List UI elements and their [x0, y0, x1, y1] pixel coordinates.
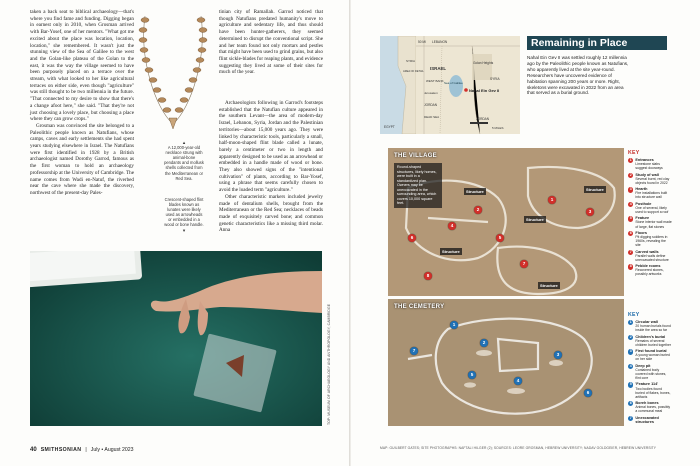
cemetery-marker-6: 6 [584, 389, 592, 397]
key-item: 8 Pebble rooms Recovered stones, possibly artworks [629, 264, 664, 277]
village-marker-7: 7 [520, 260, 528, 268]
village-marker-4: 4 [448, 222, 456, 230]
separator: | [85, 447, 87, 453]
cemetery-marker-1: 1 [450, 321, 458, 329]
village-callout: Round-shaped structures, likely homes, were built in a standardized plan. Owners may be unexcavated in the surrounding area, which covers 10,000 square feet. [394, 163, 442, 208]
cemetery-label: THE CEMETERY [394, 304, 445, 310]
key-item: 1 Entrances Limestone slabs suggest doorways [629, 158, 663, 171]
map-label-jordan: JORDAN [424, 103, 438, 107]
map-label-israel: ISRAEL [430, 66, 447, 71]
necklace-caption: ▲ A 12,000-year-old necklace strung with animal-bone pendants and mollusk shells collected from the Mediterranean or Red Sea. [164, 140, 204, 181]
cemetery-marker-3: 3 [554, 351, 562, 359]
key-item: 7 Carved walls Parallel walls define unexcavated structure [629, 249, 669, 262]
cemetery-marker-4: 4 [514, 377, 522, 385]
map-label-sea: Sea of Galilee [444, 81, 463, 85]
map-label-golan: Golan Heights [473, 61, 494, 65]
key-item: 6 Floors Pit digging soldiers in 1960s, revealing the site [629, 230, 668, 248]
map-label-site: Nahal Ein Gev II [469, 88, 500, 93]
map-label-westbank: WEST BANK [426, 79, 444, 83]
key-item: 7 Unexcavated structures [629, 415, 659, 424]
structure-label: Structure [466, 189, 484, 194]
map-label-dead-sea: DEAD SEA [424, 115, 440, 119]
structure-label: Structure [442, 249, 460, 254]
paragraph: taken a back seat to biblical archaeology—that's where you find fame and funding. Digging began in earnest only in 2010, when Grosman arrived with Bar-Yosef, one of her mentors. "What got me excited about the place was location, location, location," she remembered. It wasn't just the stunning view of the Sea of Galilee to the west and the Golan-like plateau of the Golan to the east, it was the way the village seemed to have been purposely placed on a terrace over the stream, with what looked to her like agricultural terraces on either side, even though "agriculture" was still thought to be two millennia in the future. "That connected to my desire to show that there's a change afoot here," she said. "That they're not just choosing a lovely place, but choosing a place where they can grow crops." [30, 9, 134, 123]
map-label-jerusalem: Jerusalem [424, 91, 438, 95]
locator-map [380, 36, 520, 134]
village-marker-1: 1 [548, 196, 556, 204]
map-label-syria: SYRIA [406, 59, 416, 63]
key-item: 3 Hearth Fire installations built into structure wall [629, 187, 668, 200]
key-item: 6 Boreh bones Animal bones, possibly a communal meal [629, 401, 671, 414]
key-item: 4 Posthole One of several, likely used to support a roof [629, 201, 669, 214]
village-aerial-photo [388, 148, 624, 296]
village-marker-3: 3 [586, 208, 594, 216]
body-column-1 [30, 9, 134, 197]
key-item: 1 Circular wall 20 human burials found inside the area so far [629, 320, 671, 333]
caption-arrow-icon: ▼ [181, 227, 187, 233]
photo-credit: TOP: MUSEUM OF ARCHAEOLOGY AND ANTHROPOLOGY, CAMBRIDGE [327, 303, 331, 425]
key-item: 2 Children's burial Remains of several children buried together [629, 334, 672, 347]
hand-holding-lunate-photo [30, 251, 322, 426]
graphic-credit: MAP: GUILBERT GATES; SITE PHOTOGRAPHS: NAFTALI HILGER (2); SOURCES: LEORE GROSMAN, HEBREW UNIVERSITY; NADAV GOLDGEIER, HEBREW UNIVERSITY [380, 446, 657, 450]
issue-date: July • August 2023 [90, 447, 134, 453]
key-item: 4 Deep pit Contained body covered with stones, flint core [629, 363, 667, 381]
key-item: 2 Study of wall Several burnt, red clay objects found in 2022 [629, 172, 670, 185]
key-item: 3 First found burial A young woman buried on her side [629, 349, 670, 362]
paragraph: Archaeologists following in Garrod's footsteps established that the Natufian culture appeared in the southern Levant—the area of modern-day Israel, Lebanon, Syria, Jordan and the Palestinian territories—about 15,000 years ago. They were linked by characteristic tools, particularly a small, half-moon-shaped flint blade called a lunate, barely a centimeter or two in length and apparently designed to be used as an arrowhead or embedded in a handle made of wood or bone. They also showed signs of the "intentional cultivation" of plants, according to Bar-Yosef, using a phrase that seems carefully chosen to avoid the loaded term "agriculture." [219, 100, 323, 194]
cemetery-marker-5: 5 [468, 371, 476, 379]
structure-label: Structure [540, 283, 558, 288]
folio [30, 447, 134, 453]
map-label-egypt: EGYPT [384, 125, 395, 129]
gutter [349, 0, 351, 466]
body-column-3 [219, 100, 323, 234]
lunate-caption: Crescent-shaped flint blades known as lunates were likely used as arrowheads or embedded in a wood or bone handle. ▼ [164, 197, 204, 233]
cemetery-marker-7: 7 [410, 347, 418, 355]
map-label-scale-small: 5 MILES [492, 126, 504, 130]
key-title: KEY [628, 312, 640, 318]
page-number: 40 [30, 447, 37, 453]
map-label-syria-detail: SYRIA [490, 77, 500, 81]
map-label-area-of-detail: AREA OF DETAIL [403, 70, 424, 73]
structure-label: Structure [586, 187, 604, 192]
village-marker-8: 8 [424, 272, 432, 280]
key-title: KEY [628, 150, 640, 156]
cemetery-key [628, 312, 672, 426]
map-label-jordan-detail: JORDAN [476, 117, 490, 121]
cemetery-aerial-photo [388, 299, 624, 426]
village-marker-5: 5 [496, 234, 504, 242]
village-marker-2: 2 [474, 206, 482, 214]
map-label-scale-big: 50 MI [418, 40, 426, 44]
body-column-2 [219, 9, 323, 76]
paragraph: tinian city of Ramallah. Garrod noticed that though Natufians predated humanity's move to agriculture and sedentary life, and thus should have been hunter-gatherers, they seemed determined to disrupt the conventional script. She and her team found not only mortars and pestles that might have been used to grind grains, but also flint sickle-blades for reaping plants, and evidence suggesting they lived at some of their sites for much of the year. [219, 9, 323, 76]
village-marker-6: 6 [408, 234, 416, 242]
photo-illustration [30, 251, 322, 426]
map-label-lebanon: LEBANON [432, 40, 448, 44]
magazine-name: SMITHSONIAN [40, 447, 82, 453]
paragraph: Other characteristic markers included jewelry made of dentalium shells, brought from the Mediterranean or the Red Sea; necklaces of beads made of exquisitely carved bone; and common genetic characteristics like a missing third molar. Anna [219, 193, 323, 234]
necklace-photo [131, 8, 215, 130]
cemetery-marker-2: 2 [480, 339, 488, 347]
key-item: 5 'Feature 114' Two bodies found buried of flakes, bones, artifacts [629, 382, 671, 399]
structure-label: Structure [526, 217, 544, 222]
caption-arrow-icon: ▲ [181, 140, 187, 145]
paragraph: Grosman was convinced the site belonged to a Paleolithic people known as Natufians, whose camps, caves and early settlements she had spent years studying elsewhere in Israel. The Natufians were first identified in 1928 by a British archaeologist named Dorothy Garrod, famous as the first woman to hold an archaeology professorship at the University of Cambridge. The name comes from Wadi en-Natuf, the riverbed near the cave where she made the discovery, northwest of the present-day Pales- [30, 122, 134, 196]
village-key [628, 150, 672, 279]
graphic-intro: Nahal Ein Gev II was settled roughly 12 millennia ago by the Paleolithic people known as Natufians, who apparently lived at the site year-round. Researchers have uncovered evidence of habitation spanning 200 years or more. Right, skeletons were excavated in 2022 from an area that served as a burial ground. [527, 55, 629, 96]
key-item: 5 Feature Stone interior wall made of large, flat stones [629, 216, 672, 229]
village-label: THE VILLAGE [394, 153, 437, 159]
graphic-title: Remaining in Place [527, 36, 667, 50]
